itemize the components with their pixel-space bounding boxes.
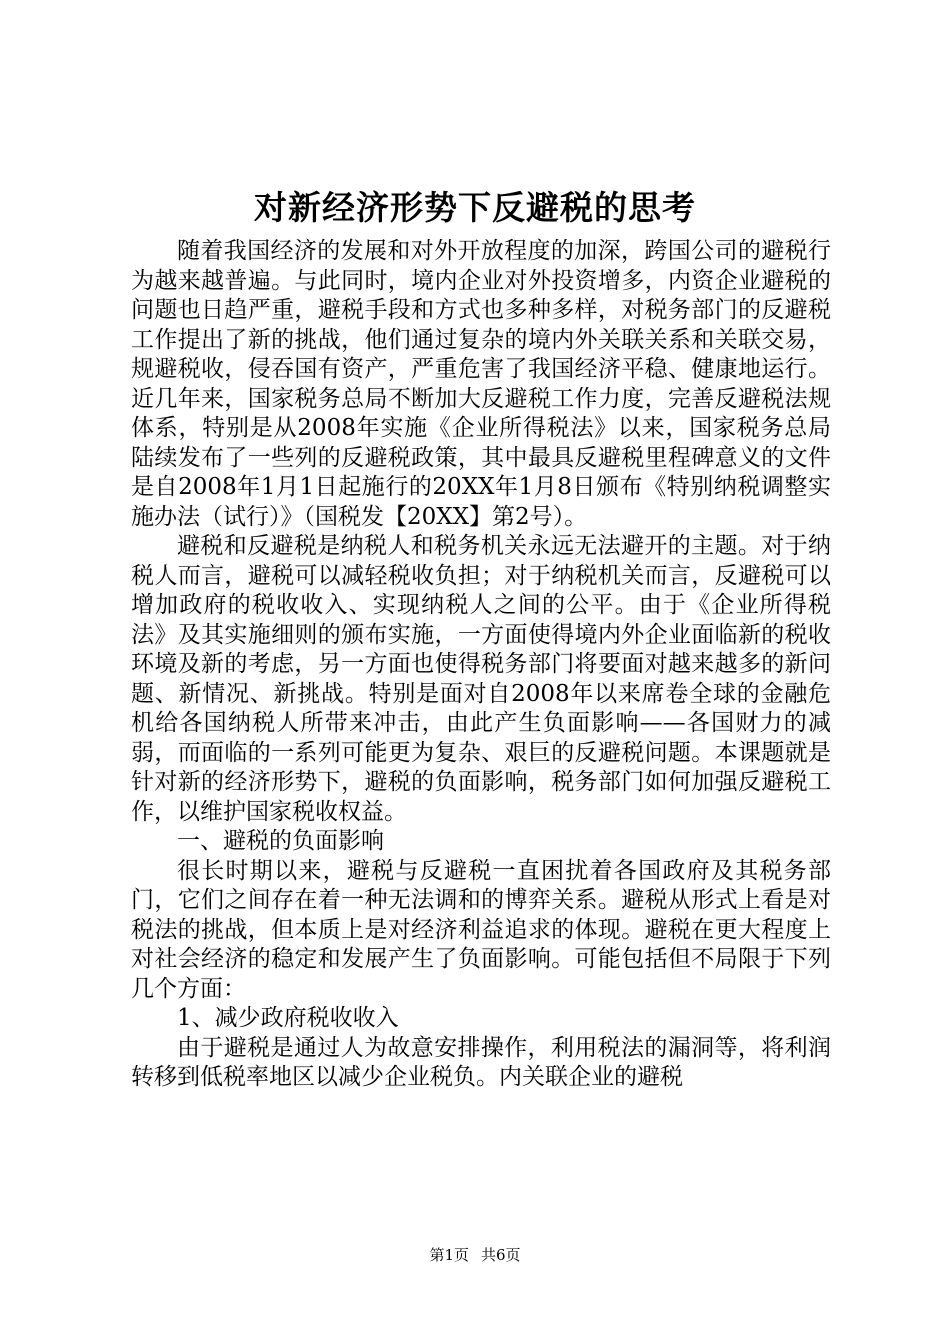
paragraph-section-intro: 很长时期以来，避税与反避税一直困扰着各国政府及其税务部门，它们之间存在着一种无法调和的博弈关系。避税从形式上看是对税法的挑战，但本质上是对经济利益追求的体现。避税在更大程度上对社会经济的稳定和发展产生了负面影响。可能包括但不局限于下列几个方面： bbox=[131, 857, 831, 1002]
document-title: 对新经济形势下反避税的思考 bbox=[254, 188, 696, 227]
document-body bbox=[131, 237, 831, 1093]
paragraph-subsection: 由于避税是通过人为故意安排操作，利用税法的漏洞等，将利润转移到低税率地区以减少企业税负。内关联企业的避税 bbox=[131, 1034, 831, 1090]
page-number: 第1页 bbox=[429, 1246, 469, 1264]
page-total: 共6页 bbox=[481, 1246, 521, 1264]
page-footer bbox=[0, 1245, 950, 1265]
paragraph-background: 避税和反避税是纳税人和税务机关永远无法避开的主题。对于纳税人而言，避税可以减轻税收负担；对于纳税机关而言，反避税可以增加政府的税收收入、实现纳税人之间的公平。由于《企业所得税法》及其实施细则的颁布实施，一方面使得境内外企业面临新的税收环境及新的考虑，另一方面也使得税务部门将要面对越来越多的新问题、新情况、新挑战。特别是面对自2008年以来席卷全球的金融危机给各国纳税人所带来冲击，由此产生负面影响——各国财力的减弱，而面临的一系列可能更为复杂、艰巨的反避税问题。本课题就是针对新的经济形势下，避税的负面影响，税务部门如何加强反避税工作，以维护国家税收权益。 bbox=[131, 533, 831, 825]
paragraph-intro: 随着我国经济的发展和对外开放程度的加深，跨国公司的避税行为越来越普遍。与此同时，境内企业对外投资增多，内资企业避税的问题也日趋严重，避税手段和方式也多种多样，对税务部门的反避税工作提出了新的挑战，他们通过复杂的境内外关联关系和关联交易，规避税收，侵吞国有资产，严重危害了我国经济平稳、健康地运行。近几年来，国家税务总局不断加大反避税工作力度，完善反避税法规体系，特别是从2008年实施《企业所得税法》以来，国家税务总局陆续发布了一些列的反避税政策，其中最具反避税里程碑意义的文件是自2008年1月1日起施行的20XX年1月8日颁布《特别纳税调整实施办法（试行）》（国税发【20XX】第2号）。 bbox=[131, 238, 831, 530]
section-heading: 一、避税的负面影响 bbox=[177, 828, 384, 854]
subsection-heading: 1、减少政府税收收入 bbox=[177, 1005, 399, 1031]
